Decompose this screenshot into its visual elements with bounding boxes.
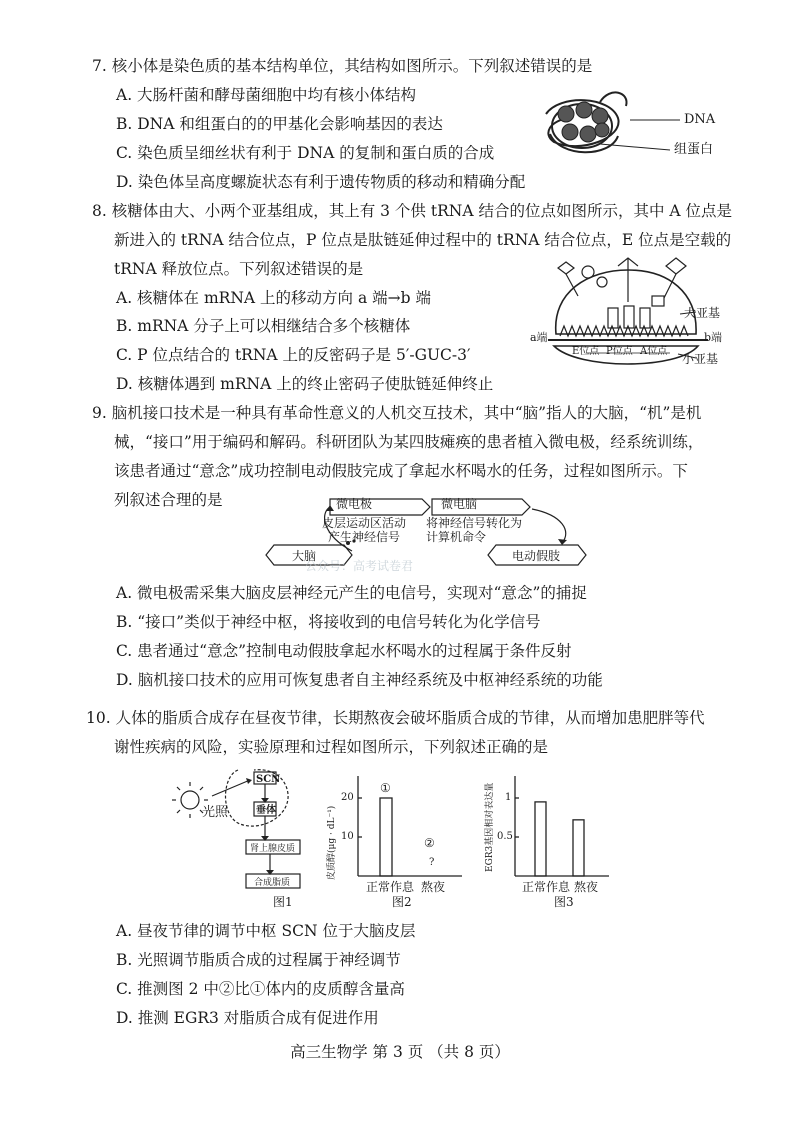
q8-label-site-a: A位点 xyxy=(640,346,668,357)
q8-option-c: C. P 位点结合的 tRNA 上的反密码子是 5′-GUC-3′ xyxy=(116,346,471,364)
fig3-ylabel: EGR3基因相对表达量 xyxy=(485,782,495,872)
q9-note-right-2: 计算机命令 xyxy=(426,530,487,544)
q7-label-dna: DNA xyxy=(684,112,716,127)
page-footer: 高三生物学 第 3 页 （共 8 页） xyxy=(290,1043,510,1061)
q8-label-site-e: E位点 xyxy=(572,346,600,357)
q9-label-microelectrode: 微电极 xyxy=(336,497,373,511)
q9-stem-line-4: 列叙述合理的是 xyxy=(114,491,223,509)
fig3-category-late: 熬夜 xyxy=(574,880,599,894)
q7-option-c: C. 染色质呈细丝状有利于 DNA 的复制和蛋白质的合成 xyxy=(116,144,495,162)
fig3-tick-0.5: 0.5 xyxy=(497,831,513,842)
fig1-label-adrenal: 肾上腺皮质 xyxy=(250,844,296,854)
fig2-chart xyxy=(350,772,470,882)
q8-stem-line-3: tRNA 释放位点。下列叙述错误的是 xyxy=(114,260,364,278)
q9-stem-line-2: 械，“接口”用于编码和解码。科研团队为某四肢瘫痪的患者植入微电极，经系统训练， xyxy=(114,433,704,451)
q9-option-d: D. 脑机接口技术的应用可恢复患者自主神经系统及中枢神经系统的功能 xyxy=(116,671,603,689)
fig1-label-scn: SCN xyxy=(256,774,281,785)
q9-label-microcomputer: 微电脑 xyxy=(441,497,478,511)
q9-option-a: A. 微电极需采集大脑皮层神经元产生的电信号，实现对“意念”的捕捉 xyxy=(116,584,587,602)
q7-label-histone: 组蛋白 xyxy=(674,142,714,157)
fig2-ylabel: 皮质醇(μg · dL⁻¹) xyxy=(327,805,337,880)
q7-option-a: A. 大肠杆菌和酵母菌细胞中均有核小体结构 xyxy=(116,86,417,104)
fig2-tick-20: 20 xyxy=(341,792,354,803)
fig3-category-normal: 正常作息 xyxy=(522,880,571,894)
q9-note-left-2: 产生神经信号 xyxy=(328,530,401,544)
q9-stem-line-3: 该患者通过“意念”成功控制电动假肢完成了拿起水杯喝水的任务，过程如图所示。下 xyxy=(114,462,688,480)
q10-option-c: C. 推测图 2 中②比①体内的皮质醇含量高 xyxy=(116,980,405,998)
q7-option-b: B. DNA 和组蛋白的的甲基化会影响基因的表达 xyxy=(116,115,443,133)
fig2-unknown: ? xyxy=(429,857,435,868)
q9-note-left-1: 皮层运动区活动 xyxy=(322,516,407,530)
fig2-mark-2: ② xyxy=(424,836,435,850)
fig1-label-light: 光照 xyxy=(202,805,229,820)
fig3-chart xyxy=(505,772,615,882)
q8-option-a: A. 核糖体在 mRNA 上的移动方向 a 端→b 端 xyxy=(116,289,431,307)
q10-option-b: B. 光照调节脂质合成的过程属于神经调节 xyxy=(116,951,401,969)
q8-label-site-p: P位点 xyxy=(606,346,633,357)
q10-option-a: A. 昼夜节律的调节中枢 SCN 位于大脑皮层 xyxy=(116,922,416,940)
q8-label-small-subunit: 小亚基 xyxy=(682,352,719,366)
q8-stem-line-1: 8. 核糖体由大、小两个亚基组成，其上有 3 个供 tRNA 结合的位点如图所示，其中 A 位点是 xyxy=(92,202,732,220)
fig1-pathway xyxy=(170,766,330,896)
nucleosome-figure xyxy=(540,84,740,184)
fig2-tick-10: 10 xyxy=(341,831,354,842)
fig2-bar-normal xyxy=(380,798,392,876)
fig1-caption: 图1 xyxy=(273,895,293,909)
fig2-mark-1: ① xyxy=(380,781,391,795)
q8-label-b-end: b端 xyxy=(704,331,723,344)
q7-stem: 7. 核小体是染色质的基本结构单位，其结构如图所示。下列叙述错误的是 xyxy=(92,57,593,75)
q7-option-d: D. 染色体呈高度螺旋状态有利于遗传物质的移动和精确分配 xyxy=(116,173,526,191)
fig1-label-lipid: 合成脂质 xyxy=(254,878,291,888)
q8-label-a-end: a端 xyxy=(530,331,548,344)
q9-label-brain: 大脑 xyxy=(292,549,317,563)
q9-option-c: C. 患者通过“意念”控制电动假肢拿起水杯喝水的过程属于条件反射 xyxy=(116,642,572,660)
q10-option-d: D. 推测 EGR3 对脂质合成有促进作用 xyxy=(116,1009,379,1027)
fig3-bar-late xyxy=(573,820,584,876)
watermark: 公众号：高考试卷君 xyxy=(305,559,414,573)
q9-label-prosthesis: 电动假肢 xyxy=(512,549,561,563)
fig2-category-normal: 正常作息 xyxy=(366,880,415,894)
q8-label-large-subunit: 大亚基 xyxy=(684,306,721,320)
fig2-category-late: 熬夜 xyxy=(421,880,446,894)
q10-stem-line-1: 10. 人体的脂质合成存在昼夜节律，长期熬夜会破坏脂质合成的节律，从而增加患肥胖等代 xyxy=(86,709,705,727)
q8-option-b: B. mRNA 分子上可以相继结合多个核糖体 xyxy=(116,317,411,335)
fig1-label-pituitary: 垂体 xyxy=(256,805,276,816)
q10-stem-line-2: 谢性疾病的风险，实验原理和过程如图所示，下列叙述正确的是 xyxy=(114,738,549,756)
fig3-caption: 图3 xyxy=(554,895,574,909)
q9-note-right-1: 将神经信号转化为 xyxy=(426,516,523,530)
q9-option-b: B. “接口”类似于神经中枢，将接收到的电信号转化为化学信号 xyxy=(116,613,541,631)
q8-stem-line-2: 新进入的 tRNA 结合位点，P 位点是肽链延伸过程中的 tRNA 结合位点，E 位点是空载的 xyxy=(114,231,732,249)
fig3-tick-1: 1 xyxy=(505,792,512,803)
q9-stem-line-1: 9. 脑机接口技术是一种具有革命性意义的人机交互技术，其中“脑”指人的大脑，“机”是机 xyxy=(92,404,702,422)
fig3-bar-normal xyxy=(535,802,546,876)
fig2-caption: 图2 xyxy=(392,895,412,909)
q8-option-d: D. 核糖体遇到 mRNA 上的终止密码子使肽链延伸终止 xyxy=(116,375,494,393)
